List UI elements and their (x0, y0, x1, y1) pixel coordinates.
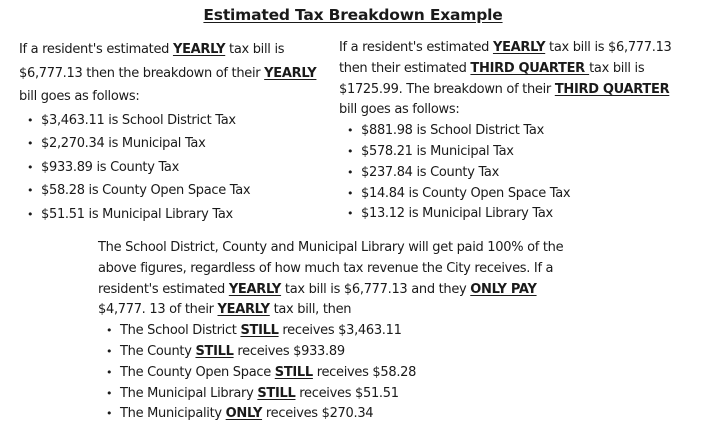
emphasis-text: YEARLY (172, 42, 226, 57)
text-segment: bill goes as follows: (19, 89, 140, 104)
emphasis-text: STILL (274, 364, 313, 380)
list-item (120, 363, 578, 384)
text-segment: tax bill is $6,777.13 and they (281, 281, 471, 297)
list-item: • $51.51 is Municipal Library Tax (41, 203, 319, 227)
emphasis-text: YEARLY (217, 302, 270, 318)
list-item: • $2,270.34 is Municipal Tax (41, 132, 319, 156)
list-item: • $13.12 is Municipal Library Tax (361, 204, 684, 225)
partial-payment-section (98, 238, 578, 425)
text-segment: tax bill, then (269, 302, 352, 318)
list-item: • $578.21 is Municipal Tax (361, 142, 684, 163)
emphasis-text: STILL (195, 343, 234, 359)
text-segment: If a resident's estimated (19, 42, 173, 57)
partial-payment-intro (98, 238, 578, 321)
text-segment: tax bill is $1725.99. The breakdown of their (339, 60, 645, 97)
list-item: • $58.28 is County Open Space Tax (41, 179, 319, 203)
page-title: Estimated Tax Breakdown Example (203, 6, 503, 24)
emphasis-text: ONLY PAY (470, 281, 537, 297)
text-segment: receives $270.34 (262, 406, 374, 422)
emphasis-text: THIRD QUARTER (470, 60, 590, 76)
emphasis-text: THIRD QUARTER (554, 81, 670, 97)
text-segment: bill goes as follows: (339, 102, 460, 118)
text-segment: The Municipal Library (120, 385, 258, 401)
list-item (120, 404, 578, 425)
third-quarter-breakdown-list (339, 121, 684, 225)
text-segment: receives $3,463.11 (278, 323, 402, 339)
emphasis-text: YEARLY (228, 281, 282, 297)
text-segment: tax bill is $6,777.13 then the breakdown of their (19, 42, 285, 81)
yearly-breakdown-section (19, 38, 319, 226)
text-segment: receives $51.51 (295, 385, 399, 401)
emphasis-text: YEARLY (492, 40, 546, 55)
text-segment: The School District, County and Municipal Library will get paid 100% of the above figures, regardless of how much tax revenue the City receives. If a resident's estimated (98, 240, 564, 297)
third-quarter-intro (339, 38, 684, 121)
list-item: • $933.89 is County Tax (41, 156, 319, 180)
emphasis-text: STILL (257, 385, 296, 401)
text-segment: The County (120, 343, 196, 359)
text-segment: If a resident's estimated (339, 40, 493, 55)
text-segment: The Municipality (120, 406, 226, 422)
list-item: • $3,463.11 is School District Tax (41, 109, 319, 133)
text-segment: tax bill is $6,777.13 then their estimated (339, 40, 672, 76)
text-segment: The County Open Space (120, 364, 275, 380)
emphasis-text: STILL (240, 323, 279, 339)
list-item: • $881.98 is School District Tax (361, 121, 684, 142)
list-item (120, 384, 578, 405)
text-segment: receives $933.89 (233, 343, 345, 359)
text-segment: $4,777. 13 of their (98, 302, 218, 318)
yearly-breakdown-list (19, 109, 319, 227)
text-segment: The School District (120, 323, 241, 339)
yearly-intro (19, 38, 319, 109)
list-item: • $14.84 is County Open Space Tax (361, 184, 684, 205)
list-item (120, 321, 578, 342)
partial-payment-list (98, 321, 578, 425)
emphasis-text: YEARLY (264, 65, 317, 81)
emphasis-text: ONLY (225, 406, 263, 422)
text-segment: receives $58.28 (312, 364, 417, 380)
list-item: • $237.84 is County Tax (361, 163, 684, 184)
list-item (120, 342, 578, 363)
third-quarter-breakdown-section (339, 38, 684, 225)
